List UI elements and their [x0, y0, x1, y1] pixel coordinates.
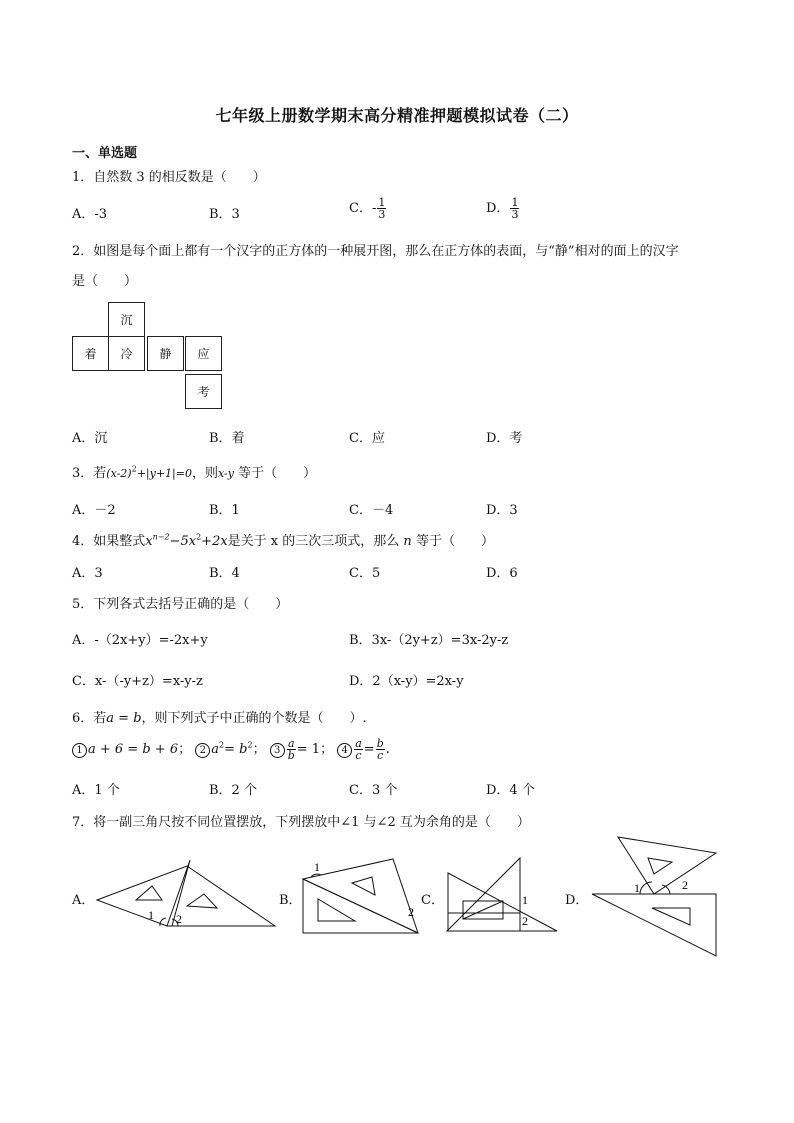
question-5: 5．下列各式去括号正确的是（ ）: [72, 597, 289, 612]
question-7: 7．将一副三角尺按不同位置摆放，下列摆放中∠1 与∠2 互为余角的是（ ）: [72, 815, 530, 830]
q7-option-d: D．: [565, 893, 589, 908]
q6-option-a: A．1 个: [72, 783, 120, 798]
q1-option-a: A．-3: [72, 207, 108, 222]
q6-option-b: B．2 个: [209, 783, 257, 798]
figure-a-set-squares: [92, 856, 282, 932]
q2-option-a: A．沉: [72, 431, 108, 446]
angle-2-label: 2: [176, 912, 182, 926]
net-face-2: 冷: [108, 336, 145, 371]
angle-2-label: 2: [408, 905, 414, 919]
q6-option-c: C．3 个: [349, 783, 398, 798]
angle-1-label: 1: [522, 893, 528, 907]
q3-option-a: A．－2: [72, 503, 116, 518]
figure-b-set-squares: [300, 855, 425, 937]
figure-c-set-squares: [445, 855, 563, 937]
angle-1-label: 1: [634, 881, 640, 895]
page-title: 七年级上册数学期末高分精准押题模拟试卷（二）: [215, 106, 579, 125]
q4-option-c: C．5: [349, 566, 381, 581]
question-6-statements: 1 a + 6 = b + 6； 2 $a^2= b^2$； 3 $\frac{a}{b}$ = 1； 4 $\frac{a}{c}$ = $\frac{b}{c}$ .: [72, 738, 390, 761]
q2-option-d: D．考: [486, 431, 523, 446]
angle-1-label: 1: [314, 860, 320, 874]
question-1: 1．自然数 3 的相反数是（ ）: [72, 170, 266, 185]
q5-option-a: A．-（2x+y）=-2x+y: [72, 633, 208, 648]
circled-number-2: 2: [195, 743, 210, 758]
q4-option-b: B．4: [209, 566, 240, 581]
q3-option-d: D．3: [486, 503, 518, 518]
angle-1-label: 1: [148, 908, 154, 922]
q5-option-b: B．3x-（2y+z）=3x-2y-z: [349, 633, 509, 648]
question-2-line-1: 2．如图是每个面上都有一个汉字的正方体的一种展开图，那么在正方体的表面，与“静”相对的面上的汉字: [72, 244, 679, 259]
figure-d-set-squares: [590, 832, 730, 960]
circled-number-4: 4: [337, 743, 352, 758]
section-heading: 一、单选题: [72, 146, 138, 161]
net-face-4: 应: [185, 336, 222, 371]
q4-option-a: A．3: [72, 566, 103, 581]
q2-option-c: C．应: [349, 431, 385, 446]
net-face-3: 静: [147, 336, 184, 371]
question-4: 4．如果整式$x^{n-2}-5x^2+2x$是关于 x 的三次三项式，那么 n 等于（ ）: [72, 532, 494, 549]
q5-option-d: D．2（x-y）=2x-y: [349, 674, 464, 689]
angle-2-label: 2: [522, 914, 528, 928]
q5-option-c: C．x-（-y+z）=x-y-z: [72, 674, 203, 689]
question-3: 3．若$(x-2)^2+|y+1|=0$，则x-y 等于（ ）: [72, 464, 317, 481]
circled-number-3: 3: [270, 743, 285, 758]
q1-option-c: C．- $\frac{1}{3}$: [349, 196, 386, 221]
question-2-line-2: 是（ ）: [72, 274, 138, 289]
question-6: 6．若a = b，则下列式子中正确的个数是（ ）.: [72, 711, 367, 726]
q3-option-c: C．－4: [349, 503, 394, 518]
circled-number-1: 1: [72, 743, 87, 758]
net-face-top: 沉: [108, 302, 145, 337]
net-face-1: 着: [72, 336, 109, 371]
q7-option-a: A．: [72, 893, 95, 908]
q4-option-d: D．6: [486, 566, 518, 581]
net-face-bottom: 考: [185, 374, 222, 409]
q2-option-b: B．着: [209, 431, 245, 446]
angle-2-label: 2: [682, 878, 688, 892]
q1-option-b: B．3: [209, 207, 240, 222]
q7-option-b: B．: [279, 893, 302, 908]
q6-option-d: D．4 个: [486, 783, 535, 798]
q3-option-b: B．1: [209, 503, 240, 518]
q1-option-d: D． $\frac{1}{3}$: [486, 196, 519, 221]
q7-option-c: C．: [421, 893, 444, 908]
